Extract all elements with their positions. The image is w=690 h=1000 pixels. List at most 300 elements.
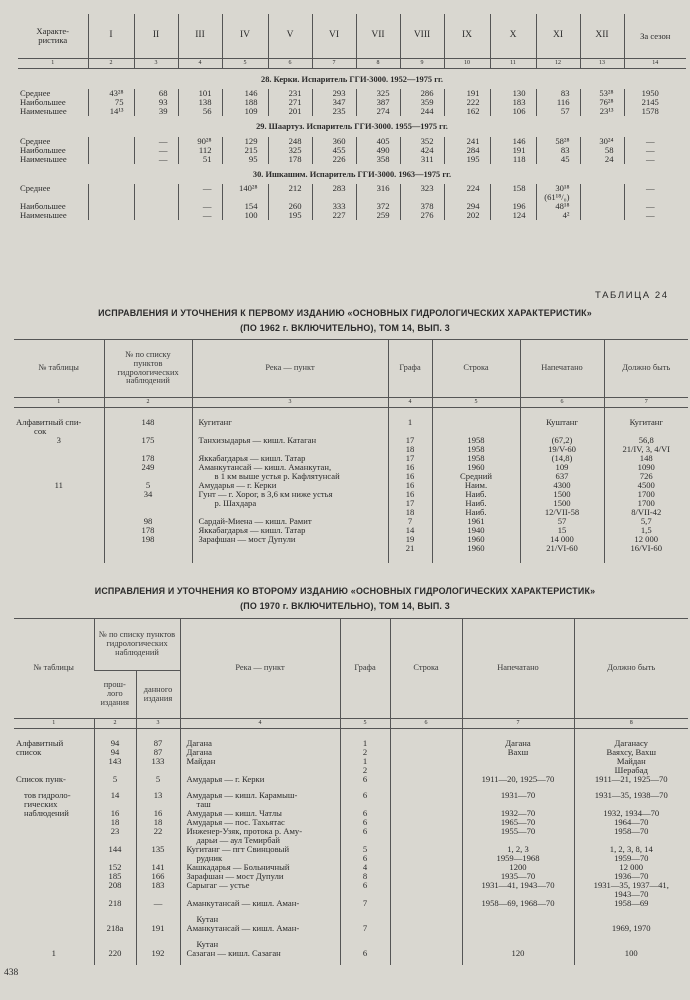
table-cell: 16 <box>136 809 180 818</box>
table-no-header: № таблицы <box>14 619 94 719</box>
station-title: 29. Шаартуз. Испаритель ГГИ-3000. 1955—1975 гг. <box>256 122 448 132</box>
table-cell <box>390 845 462 854</box>
table-cell: 106 <box>490 107 536 116</box>
station-title: 30. Ишкашим. Испаритель ГГИ-3000. 1963—1975 гг. <box>252 169 452 179</box>
table-cell: в 1 км выше устья р. Кафлятунсай <box>192 472 388 481</box>
table-cell: 218 <box>94 899 136 915</box>
table-cell <box>14 508 104 517</box>
table-cell <box>14 535 104 544</box>
table-row <box>14 526 688 535</box>
column-number: 9 <box>400 59 444 69</box>
table-cell: 1960 <box>432 544 520 553</box>
table-cell <box>14 881 94 890</box>
table-cell: 130 <box>490 89 536 98</box>
table-header-cell: Должно быть <box>604 340 688 398</box>
month-header: IV <box>222 14 268 59</box>
table-cell: 325 <box>356 89 400 98</box>
table-cell: Алфавитный <box>16 738 64 748</box>
table-cell: 12 000 <box>604 535 688 544</box>
table-cell: 5 <box>136 775 180 791</box>
table-cell: 16 <box>388 463 432 472</box>
table-cell: Зарафшан — мост Дупули <box>192 535 388 544</box>
table-cell: 178 <box>104 454 192 463</box>
table-cell: 57 <box>520 517 604 526</box>
table-cell <box>178 193 222 202</box>
table-cell: 34 <box>104 490 192 499</box>
table-cell: 22 <box>136 827 180 836</box>
table-cell: Сарыгаг — устье <box>180 881 340 890</box>
table-header-cell: Графа <box>388 340 432 398</box>
table-cell: Амударья — г. Керки <box>180 775 340 791</box>
table-cell: 24 <box>580 155 624 164</box>
table-cell: 1700 <box>604 499 688 508</box>
table-cell: 57 <box>536 107 580 116</box>
table-header-cell: Река — пункт <box>192 340 388 398</box>
table-cell <box>14 463 104 472</box>
table-cell: 347 <box>312 98 356 107</box>
column-number: 1 <box>14 719 94 729</box>
table-cell: 241 <box>444 137 490 146</box>
table-cell: 1960 <box>432 535 520 544</box>
table-cell: 5 <box>340 845 390 854</box>
table-cell <box>192 544 388 553</box>
table-cell <box>14 915 94 924</box>
table-row <box>14 490 688 499</box>
table-cell: 5,7 <box>604 517 688 526</box>
table-cell: 101 <box>178 89 222 98</box>
table-cell: 1960 <box>432 463 520 472</box>
table-cell: 260 <box>268 202 312 211</box>
table-cell: 208 <box>94 881 136 890</box>
table-row <box>14 508 688 517</box>
table-cell: Аманкутансай — кишл. Аманкутан, <box>192 463 388 472</box>
table-cell: 1965—70 <box>462 818 574 827</box>
table-cell: 23¹³ <box>580 107 624 116</box>
column-number: 7 <box>462 719 574 729</box>
table-cell: 231 <box>268 89 312 98</box>
table-cell: таш <box>180 800 340 809</box>
column-number: 2 <box>104 398 192 408</box>
table-cell: 154 <box>222 202 268 211</box>
table-cell: 140²⁸ <box>222 184 268 193</box>
table-cell <box>88 202 134 211</box>
table-cell: 316 <box>356 184 400 193</box>
table-cell: 17 <box>388 499 432 508</box>
table-cell <box>390 818 462 827</box>
should-be-header: Должно быть <box>574 619 688 719</box>
table-cell <box>390 809 462 818</box>
table-cell <box>390 872 462 881</box>
table-cell: 249 <box>104 463 192 472</box>
table-cell: Средний <box>432 472 520 481</box>
table-cell: 1931—35, 1937—41, <box>574 881 688 890</box>
table-cell <box>14 854 94 863</box>
table-cell: 191 <box>444 89 490 98</box>
table-cell: 4 <box>340 863 390 872</box>
table-cell <box>104 544 192 553</box>
table-cell: Наиб. <box>432 490 520 499</box>
table-cell: 1959—1968 <box>462 854 574 863</box>
table-cell: 4300 <box>520 481 604 490</box>
table-cell: 178 <box>268 155 312 164</box>
month-header: V <box>268 14 312 59</box>
table-cell: Кугитанг — пгт Свинцовый <box>180 845 340 854</box>
table-cell: 56 <box>178 107 222 116</box>
table-cell <box>390 854 462 863</box>
spacer-cell <box>14 553 104 563</box>
table-cell: 14 <box>388 526 432 535</box>
table-cell <box>14 818 94 827</box>
table-row <box>14 881 688 890</box>
table-cell: 3 <box>56 435 61 445</box>
column-number: 11 <box>490 59 536 69</box>
table-cell: 1 <box>388 418 432 427</box>
table-cell: 195 <box>444 155 490 164</box>
table-cell <box>88 211 134 220</box>
month-header: II <box>134 14 178 59</box>
table-cell: 12/VII-58 <box>520 508 604 517</box>
table-cell: сок <box>34 426 47 436</box>
printed-header: Напечатано <box>462 619 574 719</box>
table-cell: 1 <box>340 739 390 748</box>
table-cell: 146 <box>490 137 536 146</box>
table-row <box>14 924 688 940</box>
table-cell: Майдан <box>574 757 688 766</box>
table-row <box>14 517 688 526</box>
table-cell: 372 <box>356 202 400 211</box>
table-cell: 16/VI-60 <box>604 544 688 553</box>
table-cell <box>580 202 624 211</box>
column-number: 6 <box>520 398 604 408</box>
table-cell: 1911—20, 1925—70 <box>462 775 574 791</box>
table-cell: 1950 <box>624 89 686 98</box>
table-cell: 191 <box>490 146 536 155</box>
table-row <box>14 436 688 445</box>
table-cell <box>390 739 462 748</box>
table-row <box>14 418 688 427</box>
table2-subheading: (ПО 1962 г. ВКЛЮЧИТЕЛЬНО), ТОМ 14, ВЫП. 3 <box>240 323 450 333</box>
table-cell: 1200 <box>462 863 574 872</box>
station-title-row <box>18 164 686 184</box>
table-row <box>14 445 688 454</box>
table-cell: 227 <box>312 211 356 220</box>
page-number: 438 <box>4 968 19 978</box>
table-cell <box>14 445 104 454</box>
table-cell <box>432 418 520 427</box>
table-cell: 1936—70 <box>574 872 688 881</box>
column-number: 5 <box>222 59 268 69</box>
table-cell: — <box>624 211 686 220</box>
row-label: Наибольшее <box>20 201 66 212</box>
table-header-row <box>14 619 688 671</box>
table-cell <box>14 454 104 463</box>
table-row <box>14 775 688 791</box>
table-cell: 39 <box>134 107 178 116</box>
table-cell <box>580 184 624 193</box>
table-cell: 13 <box>136 791 180 800</box>
column-number: 2 <box>94 719 136 729</box>
table-cell: 1964—70 <box>574 818 688 827</box>
table-row <box>18 202 686 211</box>
spacer-cell <box>604 553 688 563</box>
table-header-row <box>14 340 688 398</box>
table-row <box>18 211 686 220</box>
table-cell: Наим. <box>432 481 520 490</box>
table-cell: Яккабагдарья — кишл. Татар <box>192 526 388 535</box>
table-cell <box>14 863 94 872</box>
table-cell: — <box>178 211 222 220</box>
table-cell: 1, 2, 3, 8, 14 <box>574 845 688 854</box>
table-cell <box>462 915 574 924</box>
table-cell: 7 <box>340 899 390 915</box>
table-cell: 224 <box>444 184 490 193</box>
table-cell: 1943—70 <box>574 890 688 899</box>
table-cell: 1090 <box>604 463 688 472</box>
table-cell: 359 <box>400 98 444 107</box>
row-label: Наибольшее <box>20 144 66 155</box>
column-number: 7 <box>604 398 688 408</box>
table-cell <box>390 800 462 809</box>
table-cell: 175 <box>104 436 192 445</box>
table-cell: Кугитанг <box>192 418 388 427</box>
table-cell <box>14 899 94 915</box>
table-cell: 152 <box>94 863 136 872</box>
table-cell: 360 <box>312 137 356 146</box>
table-row <box>14 481 688 490</box>
table-cell: 218а <box>94 924 136 940</box>
table-cell <box>14 526 104 535</box>
table-cell: 15 <box>520 526 604 535</box>
table-row <box>14 757 688 766</box>
table-cell: 2 <box>340 748 390 757</box>
table-cell: — <box>624 137 686 146</box>
table-cell: Ваяхсу, Вахш <box>574 748 688 757</box>
table-row <box>18 155 686 164</box>
table-cell: 1958—70 <box>574 827 688 836</box>
spacer-cell <box>104 553 192 563</box>
table-cell <box>390 791 462 800</box>
table-cell: 271 <box>268 98 312 107</box>
table-cell: 16 <box>388 472 432 481</box>
table-cell <box>390 949 462 965</box>
table-cell: Аманкутансай — кишл. Аман- <box>180 899 340 915</box>
table-row <box>14 899 688 915</box>
table-cell: 21 <box>388 544 432 553</box>
table-cell: 2145 <box>624 98 686 107</box>
table-cell: Амударья — г. Керки <box>192 481 388 490</box>
month-header: XI <box>536 14 580 59</box>
spacer-cell <box>432 408 520 419</box>
table-cell: 1931—41, 1943—70 <box>462 881 574 890</box>
table-cell: 75 <box>88 98 134 107</box>
table-cell: 14 000 <box>520 535 604 544</box>
table-cell: 30²⁴ <box>580 137 624 146</box>
table-cell: 1578 <box>624 107 686 116</box>
row-label: Наименьшее <box>20 153 67 164</box>
table-cell: 5 <box>94 775 136 791</box>
table-cell: — <box>178 184 222 193</box>
table-cell <box>14 499 104 508</box>
table-row <box>18 146 686 155</box>
table-row <box>14 791 688 800</box>
table-cell: 53²⁸ <box>580 89 624 98</box>
table-cell: 284 <box>444 146 490 155</box>
table-cell: 1700 <box>604 490 688 499</box>
table-cell: 94 <box>94 739 136 748</box>
table-row <box>18 193 686 202</box>
table-cell: 6 <box>340 881 390 890</box>
station-title: 28. Керки. Испаритель ГГИ-3000. 1952—1975 гг. <box>261 75 443 84</box>
table-cell: 2 <box>340 766 390 775</box>
table-cell <box>390 775 462 791</box>
table-cell: 8/VII-42 <box>604 508 688 517</box>
table-cell: Сазаган — кишл. Сазаган <box>180 949 340 965</box>
spacer-cell <box>388 553 432 563</box>
table-cell: — <box>134 137 178 146</box>
column-number: 3 <box>134 59 178 69</box>
table-cell <box>14 827 94 836</box>
column-number: 12 <box>536 59 580 69</box>
table-cell <box>134 202 178 211</box>
table-row <box>18 137 686 146</box>
table-cell: 58 <box>580 146 624 155</box>
table-cell: 201 <box>268 107 312 116</box>
table-cell: 248 <box>268 137 312 146</box>
table-cell: 226 <box>312 155 356 164</box>
table-cell: 1958 <box>432 454 520 463</box>
table-cell: 192 <box>136 949 180 965</box>
table-cell: 135 <box>136 845 180 854</box>
table-cell: 48¹⁸ <box>536 202 580 211</box>
table-cell <box>390 881 462 890</box>
table-cell: 87 <box>136 748 180 757</box>
table-cell: наблюдений <box>24 808 69 818</box>
table-cell: 93 <box>134 98 178 107</box>
table-cell: 1931—35, 1938—70 <box>574 791 688 800</box>
spacer-row <box>14 408 688 419</box>
table-row <box>14 827 688 836</box>
table-cell: 358 <box>356 155 400 164</box>
table-cell <box>14 890 94 899</box>
table-cell: 188 <box>222 98 268 107</box>
column-number: 6 <box>390 719 462 729</box>
table-cell: Амударья — кишл. Чатлы <box>180 809 340 818</box>
table-cell: 276 <box>400 211 444 220</box>
table-cell: Дагана <box>462 739 574 748</box>
table-cell: Зарафшан — мост Дупули <box>180 872 340 881</box>
table-cell <box>14 757 94 766</box>
table-cell: 283 <box>312 184 356 193</box>
table-cell: — <box>624 202 686 211</box>
table-cell: 286 <box>400 89 444 98</box>
table-row <box>18 107 686 116</box>
season-header: За сезон <box>624 14 686 59</box>
table-header-cell: Строка <box>432 340 520 398</box>
table2-heading: ИСПРАВЛЕНИЯ И УТОЧНЕНИЯ К ПЕРВОМУ ИЗДАНИЮ «ОСНОВНЫХ ГИДРОЛОГИЧЕСКИХ ХАРАКТЕРИСТИК» <box>98 308 592 318</box>
table-cell <box>390 836 462 845</box>
list-group-header: № по списку пунктов гидрологических наблюдений <box>94 619 180 671</box>
table-cell: 18 <box>136 818 180 827</box>
table-cell: 215 <box>222 146 268 155</box>
table-cell: — <box>134 146 178 155</box>
row-label: Наименьшее <box>20 106 67 117</box>
table-cell: список <box>16 747 42 757</box>
table-cell: Кутан <box>180 915 340 924</box>
row-label: Среднее <box>20 88 51 99</box>
table-cell <box>134 184 178 193</box>
table-cell: 490 <box>356 146 400 155</box>
table-cell: 387 <box>356 98 400 107</box>
table-cell: 1,5 <box>604 526 688 535</box>
table-cell: Дагана <box>180 739 340 748</box>
table-cell: Наиб. <box>432 508 520 517</box>
table-cell: 87 <box>136 739 180 748</box>
column-number: 7 <box>312 59 356 69</box>
table-cell: 323 <box>400 184 444 193</box>
table-cell: 244 <box>400 107 444 116</box>
table-cell: 30¹⁸ <box>536 184 580 193</box>
table-header-cell: № по списку пунктов гидрологических наблюдений <box>104 340 192 398</box>
row-label: Наименьшее <box>20 210 67 221</box>
table-cell: 162 <box>444 107 490 116</box>
row-label: Среднее <box>20 135 51 146</box>
table-cell: 100 <box>574 949 688 965</box>
table-cell: 183 <box>490 98 536 107</box>
table-cell <box>390 940 462 949</box>
table-cell: — <box>136 899 180 915</box>
table-cell: 4² <box>536 211 580 220</box>
table-cell: 1961 <box>432 517 520 526</box>
table-cell: 51 <box>178 155 222 164</box>
column-number: 6 <box>268 59 312 69</box>
month-header: X <box>490 14 536 59</box>
table-cell: 1931—70 <box>462 791 574 800</box>
previous-edition-header: прош- лого издания <box>94 671 136 719</box>
table-cell: 19/V-60 <box>520 445 604 454</box>
table-cell: 1500 <box>520 499 604 508</box>
column-number: 14 <box>624 59 686 69</box>
table-cell: дарьи — аул Темирбай <box>180 836 340 845</box>
table-cell: 43²⁸ <box>88 89 134 98</box>
table-cell: Танхизыдарья — кишл. Катаган <box>192 436 388 445</box>
table-cell: 293 <box>312 89 356 98</box>
table-cell: 138 <box>178 98 222 107</box>
table-cell <box>14 872 94 881</box>
table-row <box>18 184 686 193</box>
month-header: III <box>178 14 222 59</box>
table-cell: Алфавитный спи- <box>16 417 82 427</box>
table-cell <box>390 915 462 924</box>
table-cell: Наиб. <box>432 499 520 508</box>
corrections-table-first-edition <box>14 339 688 563</box>
table-cell: 76²⁸ <box>580 98 624 107</box>
table3-heading: ИСПРАВЛЕНИЯ И УТОЧНЕНИЯ КО ВТОРОМУ ИЗДАНИЮ «ОСНОВНЫХ ГИДРОЛОГИЧЕСКИХ ХАРАКТЕРИСТИК» <box>94 586 596 596</box>
column-number: 4 <box>180 719 340 729</box>
table-cell: 235 <box>312 107 356 116</box>
table-cell: 1500 <box>520 490 604 499</box>
table-cell <box>14 517 104 526</box>
table-header-cell: № таблицы <box>14 340 104 398</box>
table-cell <box>134 211 178 220</box>
table-cell <box>14 836 94 845</box>
table-row <box>14 472 688 481</box>
column-number-row <box>14 398 688 408</box>
row-label: Среднее <box>20 183 51 194</box>
table-cell: 424 <box>400 146 444 155</box>
current-edition-header: данного издания <box>136 671 180 719</box>
column-number: 3 <box>192 398 388 408</box>
table-cell <box>390 899 462 915</box>
